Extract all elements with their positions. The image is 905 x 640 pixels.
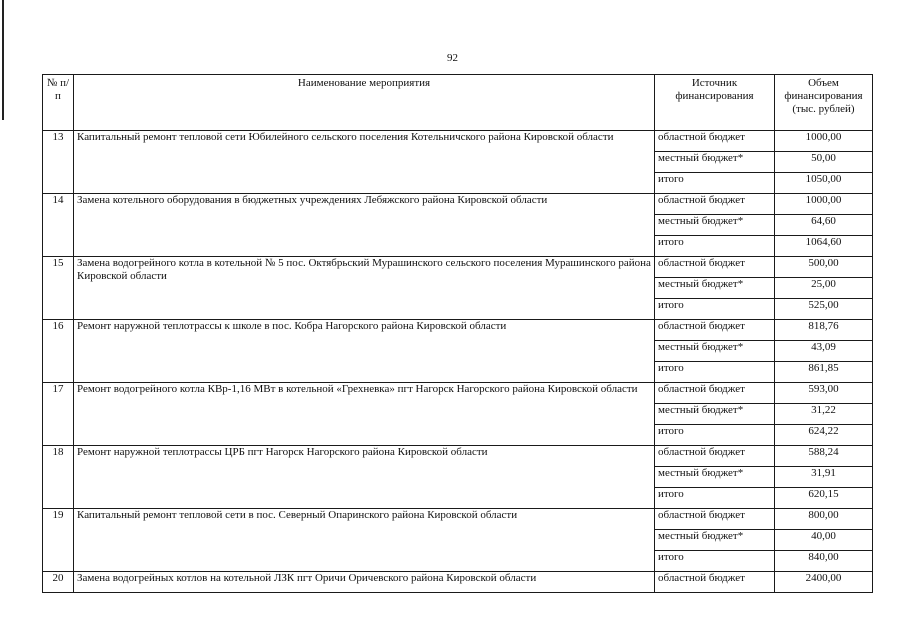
funding-amount: 1000,00 <box>775 131 873 152</box>
funding-amount: 25,00 <box>775 278 873 299</box>
measure-name: Замена водогрейных котлов на котельной ЛЗК пгт Оричи Оричевского района Кировской области <box>74 572 655 593</box>
funding-amount: 31,91 <box>775 467 873 488</box>
funding-amount: 50,00 <box>775 152 873 173</box>
funding-source: областной бюджет <box>655 194 775 215</box>
funding-amount: 593,00 <box>775 383 873 404</box>
funding-source: итого <box>655 236 775 257</box>
funding-amount: 818,76 <box>775 320 873 341</box>
table-row <box>43 509 873 530</box>
funding-amount: 500,00 <box>775 257 873 278</box>
table-header-row <box>43 75 873 131</box>
funding-amount: 31,22 <box>775 404 873 425</box>
funding-amount: 43,09 <box>775 341 873 362</box>
funding-amount: 1064,60 <box>775 236 873 257</box>
table-row <box>43 320 873 341</box>
funding-source: итого <box>655 551 775 572</box>
row-number: 19 <box>43 509 74 572</box>
table-row <box>43 194 873 215</box>
row-number: 16 <box>43 320 74 383</box>
funding-source: итого <box>655 299 775 320</box>
funding-amount: 40,00 <box>775 530 873 551</box>
funding-amount: 588,24 <box>775 446 873 467</box>
measure-name: Капитальный ремонт тепловой сети Юбилейного сельского поселения Котельничского района Кировской области <box>74 131 655 194</box>
funding-source: итого <box>655 488 775 509</box>
funding-amount: 64,60 <box>775 215 873 236</box>
funding-amount: 1050,00 <box>775 173 873 194</box>
page-number: 92 <box>447 52 458 64</box>
funding-source: местный бюджет* <box>655 404 775 425</box>
row-number: 18 <box>43 446 74 509</box>
funding-table <box>42 74 873 593</box>
funding-amount: 800,00 <box>775 509 873 530</box>
row-number: 13 <box>43 131 74 194</box>
row-number: 14 <box>43 194 74 257</box>
header-source: Источник финансирования <box>655 75 775 131</box>
funding-amount: 525,00 <box>775 299 873 320</box>
table-row <box>43 446 873 467</box>
funding-amount: 620,15 <box>775 488 873 509</box>
row-number: 17 <box>43 383 74 446</box>
funding-source: местный бюджет* <box>655 467 775 488</box>
measure-name: Замена водогрейного котла в котельной № 5 пос. Октябрьский Мурашинского сельского поселения Мурашинского района Кировской области <box>74 257 655 320</box>
funding-source: итого <box>655 362 775 383</box>
funding-source: итого <box>655 425 775 446</box>
funding-source: местный бюджет* <box>655 341 775 362</box>
header-name: Наименование мероприятия <box>74 75 655 131</box>
funding-amount: 861,85 <box>775 362 873 383</box>
funding-amount: 2400,00 <box>775 572 873 593</box>
funding-source: областной бюджет <box>655 572 775 593</box>
measure-name: Капитальный ремонт тепловой сети в пос. Северный Опаринского района Кировской области <box>74 509 655 572</box>
table-row <box>43 131 873 152</box>
funding-source: итого <box>655 173 775 194</box>
funding-source: областной бюджет <box>655 509 775 530</box>
header-amount: Объем финансирования (тыс. рублей) <box>775 75 873 131</box>
funding-source: местный бюджет* <box>655 278 775 299</box>
funding-source: областной бюджет <box>655 383 775 404</box>
measure-name: Замена котельного оборудования в бюджетных учреждениях Лебяжского района Кировской области <box>74 194 655 257</box>
measure-name: Ремонт наружной теплотрассы ЦРБ пгт Нагорск Нагорского района Кировской области <box>74 446 655 509</box>
table-row <box>43 572 873 593</box>
measure-name: Ремонт наружной теплотрассы к школе в пос. Кобра Нагорского района Кировской области <box>74 320 655 383</box>
funding-amount: 840,00 <box>775 551 873 572</box>
measure-name: Ремонт водогрейного котла КВр-1,16 МВт в котельной «Грехневка» пгт Нагорск Нагорского района Кировской области <box>74 383 655 446</box>
funding-amount: 624,22 <box>775 425 873 446</box>
header-num: № п/п <box>43 75 74 131</box>
table-row <box>43 383 873 404</box>
funding-source: местный бюджет* <box>655 215 775 236</box>
funding-source: областной бюджет <box>655 446 775 467</box>
row-number: 15 <box>43 257 74 320</box>
funding-amount: 1000,00 <box>775 194 873 215</box>
row-number: 20 <box>43 572 74 593</box>
table-row <box>43 257 873 278</box>
funding-source: областной бюджет <box>655 131 775 152</box>
funding-source: местный бюджет* <box>655 530 775 551</box>
table-body <box>43 131 873 593</box>
funding-source: местный бюджет* <box>655 152 775 173</box>
funding-source: областной бюджет <box>655 257 775 278</box>
funding-source: областной бюджет <box>655 320 775 341</box>
